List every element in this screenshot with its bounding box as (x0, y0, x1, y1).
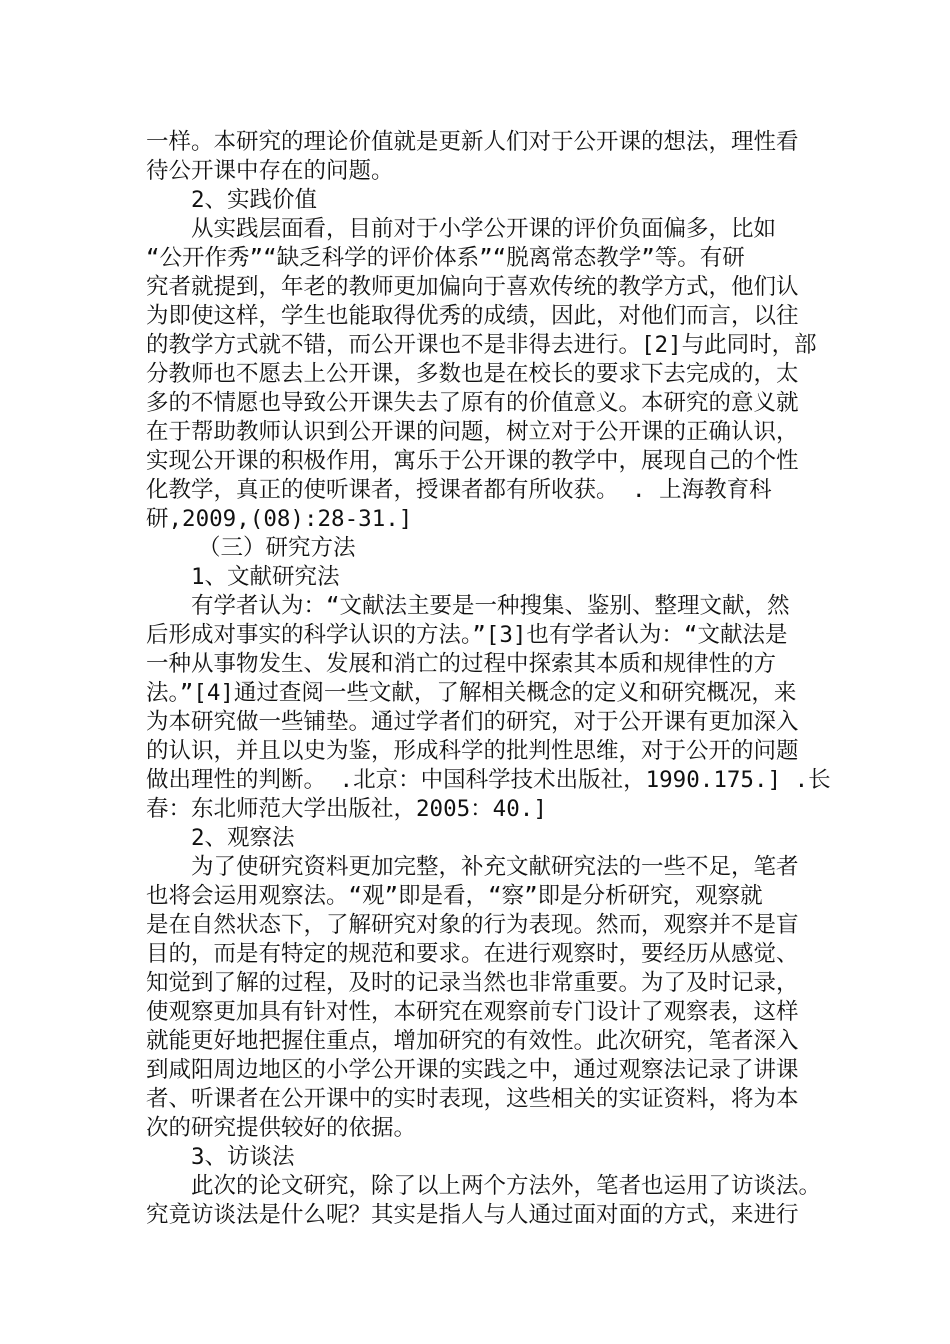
paragraph-line: 的教学方式就不错，而公开课也不是非得去进行。[2]与此同时，部 (146, 332, 817, 358)
paragraph-line: 春：东北师范大学出版社，2005：40.] (146, 796, 547, 822)
section-heading-research-methods: （三）研究方法 (198, 535, 356, 561)
paragraph-line: 在于帮助教师认识到公开课的问题，树立对于公开课的正确认识， (146, 419, 799, 445)
paragraph-line: 为本研究做一些铺垫。通过学者们的研究，对于公开课有更加深入 (146, 709, 799, 735)
section-heading-literature-method: 1、文献研究法 (191, 564, 340, 590)
section-heading-observation-method: 2、观察法 (191, 825, 295, 851)
document-body (146, 128, 831, 1230)
paragraph-line: 做出理性的判断。 .北京：中国科学技术出版社，1990.175.] .长 (146, 767, 831, 793)
paragraph-line: 就能更好地把握住重点，增加研究的有效性。此次研究，笔者深入 (146, 1028, 799, 1054)
paragraph-line: 为即使这样，学生也能取得优秀的成绩，因此，对他们而言，以往 (146, 303, 799, 329)
paragraph-line: 一种从事物发生、发展和消亡的过程中探索其本质和规律性的方 (146, 651, 777, 677)
paragraph-line: “公开作秀”“缺乏科学的评价体系”“脱离常态教学”等。有研 (146, 245, 745, 271)
paragraph-line: 从实践层面看，目前对于小学公开课的评价负面偏多，比如 (191, 216, 777, 242)
paragraph-line: 多的不情愿也导致公开课失去了原有的价值意义。本研究的意义就 (146, 390, 799, 416)
paragraph-line: 究竟访谈法是什么呢？其实是指人与人通过面对面的方式，来进行 (146, 1202, 799, 1228)
paragraph-line: 到咸阳周边地区的小学公开课的实践之中，通过观察法记录了讲课 (146, 1057, 799, 1083)
paragraph-line: 研,2009,(08):28-31.] (146, 506, 413, 532)
paragraph-line: 是在自然状态下，了解研究对象的行为表现。然而，观察并不是盲 (146, 912, 799, 938)
paragraph-line: 实现公开课的积极作用，寓乐于公开课的教学中，展现自己的个性 (146, 448, 799, 474)
paragraph-line: 此次的论文研究，除了以上两个方法外，笔者也运用了访谈法。 (191, 1173, 822, 1199)
paragraph-line: 有学者认为：“文献法主要是一种搜集、鉴别、整理文献，然 (191, 593, 790, 619)
paragraph-line: 一样。本研究的理论价值就是更新人们对于公开课的想法，理性看 (146, 129, 799, 155)
paragraph-line: 次的研究提供较好的依据。 (146, 1115, 417, 1141)
paragraph-line: 知觉到了解的过程，及时的记录当然也非常重要。为了及时记录， (146, 970, 799, 996)
paragraph-line: 分教师也不愿去上公开课，多数也是在校长的要求下去完成的，太 (146, 361, 799, 387)
paragraph-line: 法。”[4]通过查阅一些文献，了解相关概念的定义和研究概况，来 (146, 680, 797, 706)
paragraph-line: 也将会运用观察法。“观”即是看，“察”即是分析研究，观察就 (146, 883, 763, 909)
paragraph-line: 后形成对事实的科学认识的方法。”[3]也有学者认为：“文献法是 (146, 622, 788, 648)
paragraph-line: 的认识，并且以史为鉴，形成科学的批判性思维，对于公开的问题 (146, 738, 799, 764)
paragraph-line: 究者就提到，年老的教师更加偏向于喜欢传统的教学方式，他们认 (146, 274, 799, 300)
section-heading-practical-value: 2、实践价值 (191, 187, 318, 213)
paragraph-line: 化教学，真正的使听课者，授课者都有所收获。 . 上海教育科 (146, 477, 772, 503)
section-heading-interview-method: 3、访谈法 (191, 1144, 295, 1170)
paragraph-line: 者、听课者在公开课中的实时表现，这些相关的实证资料，将为本 (146, 1086, 799, 1112)
paragraph-line: 待公开课中存在的问题。 (146, 158, 394, 184)
paragraph-line: 目的，而是有特定的规范和要求。在进行观察时，要经历从感觉、 (146, 941, 799, 967)
paragraph-line: 使观察更加具有针对性，本研究在观察前专门设计了观察表，这样 (146, 999, 799, 1025)
paragraph-line: 为了使研究资料更加完整，补充文献研究法的一些不足，笔者 (191, 854, 799, 880)
